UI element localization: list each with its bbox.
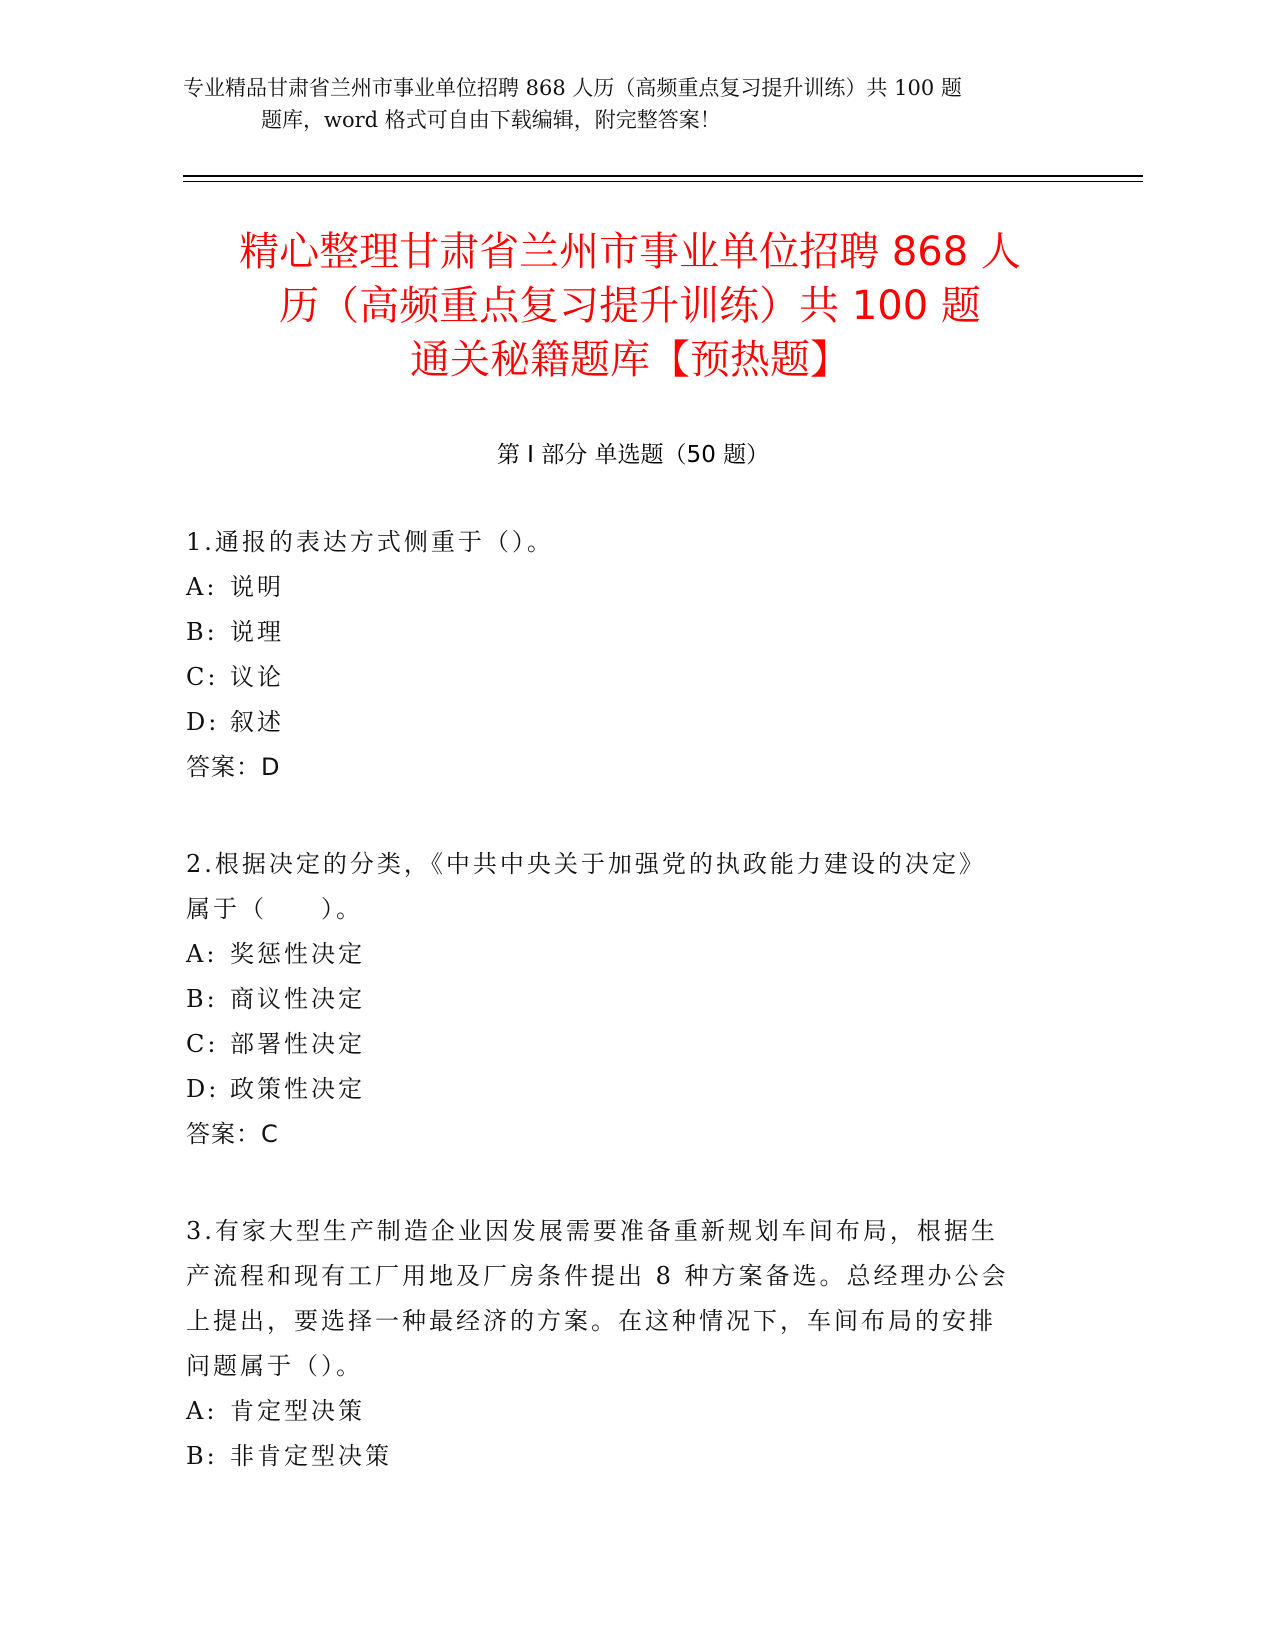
question-stem-line: 3.有家大型生产制造企业因发展需要准备重新规划车间布局，根据生: [186, 1217, 998, 1245]
question-list: [186, 520, 1066, 1531]
header-divider-thin: [183, 181, 1143, 182]
option-text: 政策性决定: [230, 1075, 365, 1103]
title-line-3: 通关秘籍题库【预热题】: [410, 337, 850, 383]
question-item: [186, 1209, 1066, 1479]
option-key: D:: [186, 1075, 220, 1103]
answer-line: 答案：C: [186, 1120, 279, 1148]
answer-option: [186, 700, 1066, 745]
answer-option: [186, 565, 1066, 610]
question-stem-line: 属于（ ）。: [186, 895, 363, 923]
option-key: A:: [186, 573, 218, 601]
option-text: 肯定型决策: [230, 1397, 365, 1425]
option-key: D:: [186, 708, 220, 736]
header-divider-thick: [183, 175, 1143, 177]
question-stem-line: 问题属于（）。: [186, 1352, 363, 1380]
option-text: 叙述: [230, 708, 284, 736]
question-item: [186, 842, 1066, 1157]
title-line-2: 历（高频重点复习提升训练）共 100 题: [279, 283, 981, 329]
option-key: A:: [186, 1397, 218, 1425]
answer-option: [186, 610, 1066, 655]
option-text: 非肯定型决策: [230, 1442, 392, 1470]
document-header: [183, 72, 1083, 136]
question-stem-line: 产流程和现有工厂用地及厂房条件提出 8 种方案备选。总经理办公会: [186, 1262, 1009, 1290]
option-key: A:: [186, 940, 218, 968]
question-item: [186, 520, 1066, 790]
answer-line: 答案：D: [186, 753, 281, 781]
option-text: 奖惩性决定: [230, 940, 365, 968]
option-key: C:: [186, 663, 219, 691]
option-text: 议论: [230, 663, 284, 691]
option-text: 部署性决定: [230, 1030, 365, 1058]
header-line-2: 题库，word 格式可自由下载编辑，附完整答案！: [261, 108, 721, 132]
header-line-1: 专业精品甘肃省兰州市事业单位招聘 868 人历（高频重点复习提升训练）共 100 题: [183, 76, 962, 100]
answer-option: [186, 1067, 1066, 1112]
option-key: B:: [186, 1442, 218, 1470]
option-text: 说理: [230, 618, 284, 646]
section-heading: 第 I 部分 单选题（50 题）: [496, 442, 770, 468]
document-title: [180, 225, 1080, 387]
answer-option: [186, 1434, 1066, 1479]
answer-option: [186, 1022, 1066, 1067]
option-text: 说明: [230, 573, 284, 601]
answer-option: [186, 932, 1066, 977]
question-stem-line: 上提出，要选择一种最经济的方案。在这种情况下，车间布局的安排: [186, 1307, 996, 1335]
option-key: B:: [186, 618, 218, 646]
option-key: B:: [186, 985, 218, 1013]
option-key: C:: [186, 1030, 219, 1058]
answer-option: [186, 977, 1066, 1022]
question-stem-line: 2.根据决定的分类，《中共中央关于加强党的执政能力建设的决定》: [186, 850, 986, 878]
question-stem-line: 1.通报的表达方式侧重于（）。: [186, 528, 554, 556]
answer-option: [186, 1389, 1066, 1434]
answer-option: [186, 655, 1066, 700]
title-line-1: 精心整理甘肃省兰州市事业单位招聘 868 人: [239, 229, 1021, 275]
option-text: 商议性决定: [230, 985, 365, 1013]
